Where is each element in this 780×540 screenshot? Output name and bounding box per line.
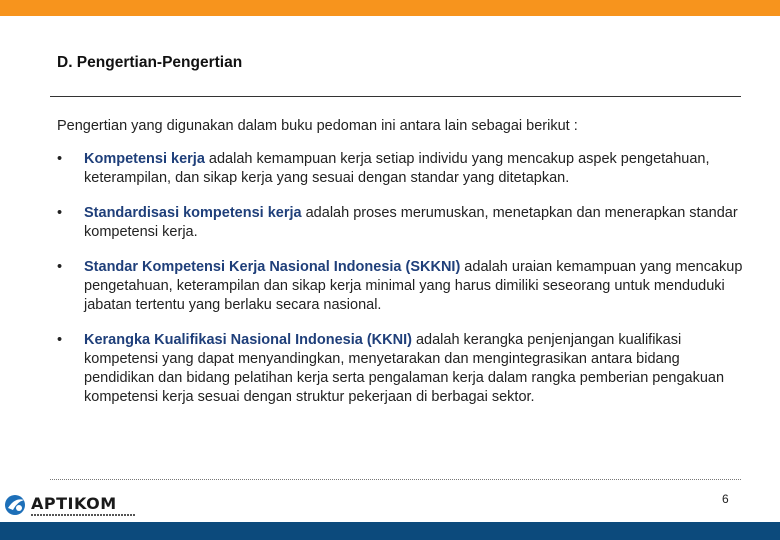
list-item xyxy=(57,258,747,315)
bullet-icon: • xyxy=(57,332,63,348)
definition-text: adalah kemampuan kerja setiap individu yang mencakup aspek pengetahuan, keterampilan, dan sikap kerja yang sesuai dengan standar yang ditetapkan. xyxy=(84,151,710,186)
page-number: 6 xyxy=(722,492,729,506)
definition-term: Standardisasi kompetensi kerja xyxy=(84,205,302,221)
title-divider xyxy=(50,96,741,97)
logo-tagline xyxy=(31,514,135,516)
bullet-icon: • xyxy=(57,205,63,221)
bullet-icon: • xyxy=(57,259,63,275)
list-item xyxy=(57,204,747,242)
definition-term: Kompetensi kerja xyxy=(84,151,205,167)
definition-term: Kerangka Kualifikasi Nasional Indonesia (KKNI) xyxy=(84,332,412,348)
aptikom-logo xyxy=(4,494,134,520)
footer-divider xyxy=(50,479,741,480)
definition-text: adalah proses merumuskan, menetapkan dan menerapkan standar kompetensi kerja. xyxy=(84,205,738,240)
definition-text: adalah kerangka penjenjangan kualifikasi kompetensi yang dapat menyandingkan, menyetarakan dan mengintegrasikan antara bidang pendidikan dan bidang pelatihan kerja serta pengalaman kerja dalam rangka pemberian pengakuan kompetensi kerja sesuai dengan struktur pekerjaan di berbagai sektor. xyxy=(84,332,725,405)
list-item xyxy=(57,331,747,407)
definition-text: adalah uraian kemampuan yang mencakup pengetahuan, keterampilan dan sikap kerja minimal yang harus dimiliki seseorang untuk menduduki jabatan tertentu yang berlaku secara nasional. xyxy=(84,259,743,313)
definition-term: Standar Kompetensi Kerja Nasional Indonesia (SKKNI) xyxy=(84,259,461,275)
bottom-accent-bar xyxy=(0,522,780,540)
top-accent-bar xyxy=(0,0,780,16)
aptikom-logo-icon xyxy=(4,494,28,516)
bullet-icon: • xyxy=(57,151,63,167)
page-title: D. Pengertian-Pengertian xyxy=(57,54,243,71)
intro-text: Pengertian yang digunakan dalam buku pedoman ini antara lain sebagai berikut : xyxy=(57,118,578,134)
definition-list xyxy=(57,150,747,423)
list-item xyxy=(57,150,747,188)
logo-text: APTIKOM xyxy=(31,494,117,513)
